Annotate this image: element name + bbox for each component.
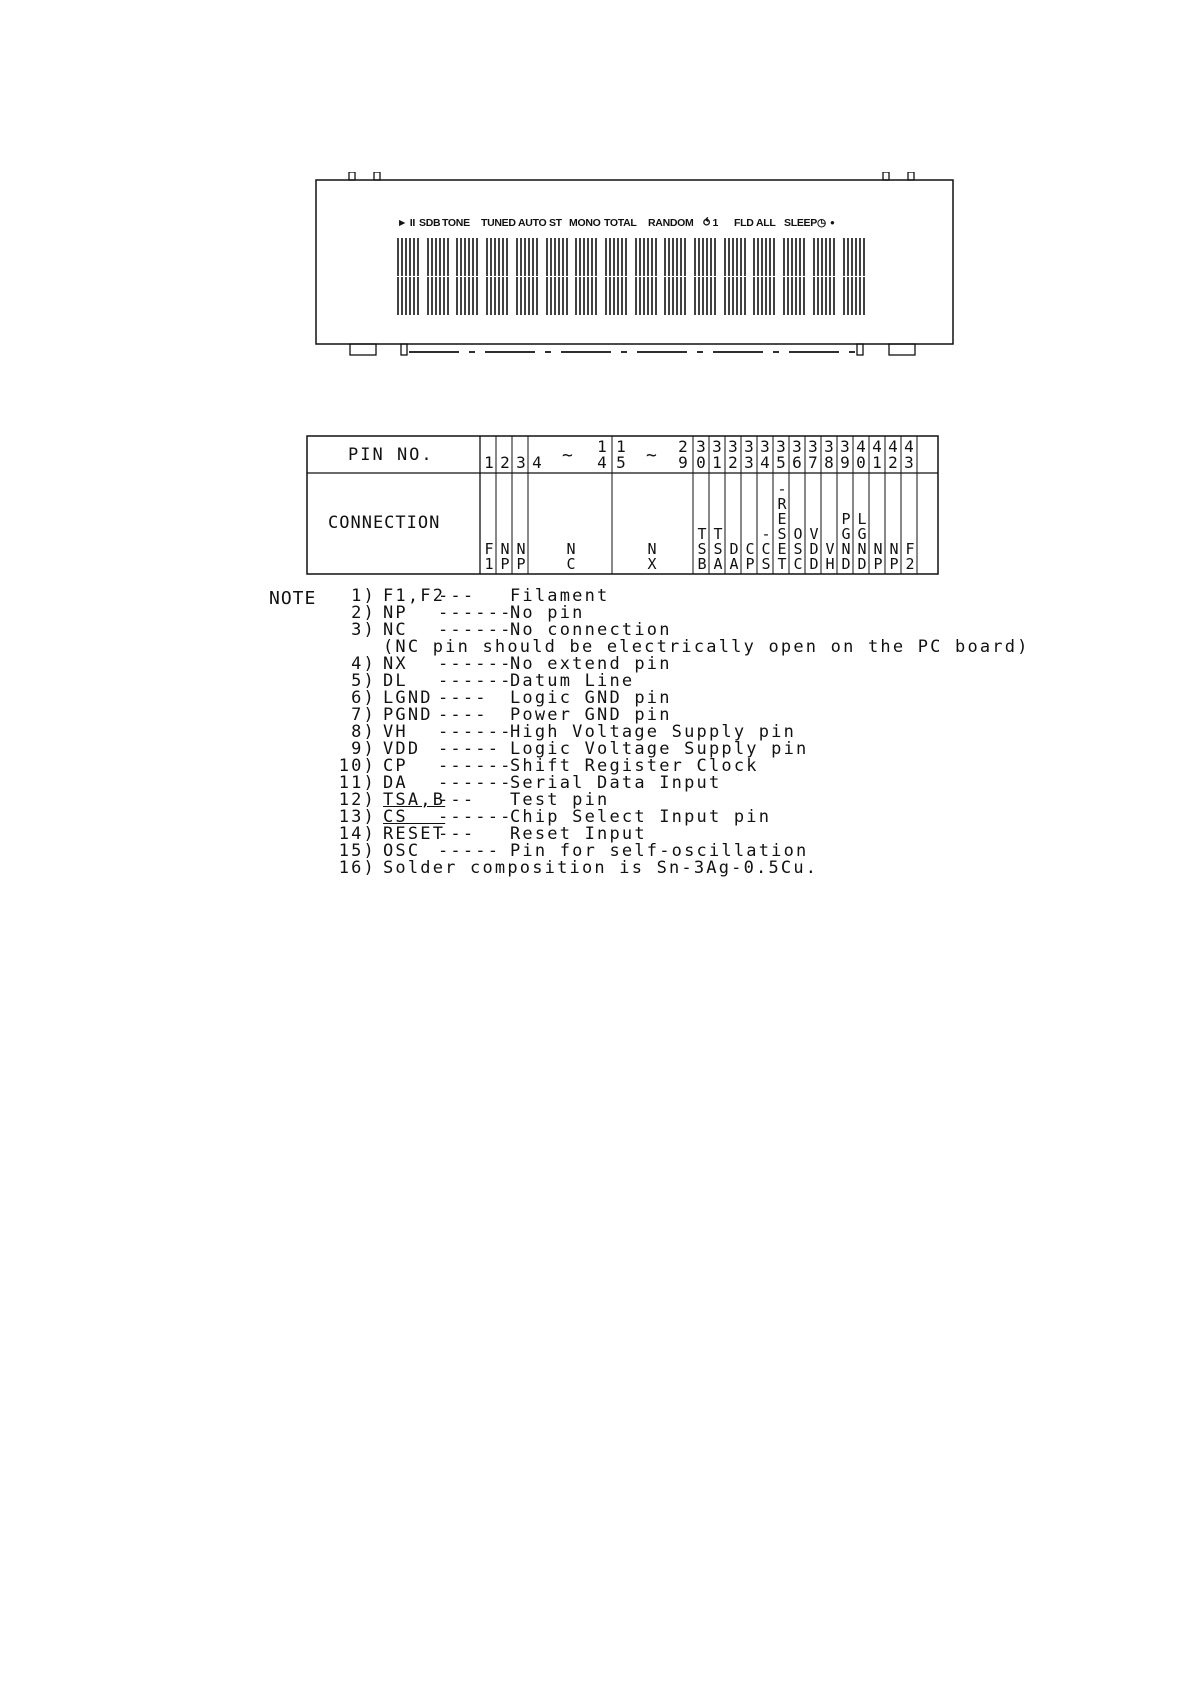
dot-matrix-cell	[546, 238, 568, 276]
play-pause-indicator: ► II	[397, 217, 415, 229]
connection-char: S	[713, 540, 723, 558]
connection-char: C	[566, 555, 576, 573]
tone-indicator: TONE	[442, 217, 470, 229]
note-number: 3)	[351, 620, 376, 640]
connection-cell	[854, 512, 870, 572]
connection-cell	[758, 527, 774, 572]
connection-header: CONNECTION	[328, 513, 441, 533]
connection-cell	[694, 527, 710, 572]
dot-matrix-cell	[843, 238, 865, 276]
dot-matrix-cell	[664, 238, 686, 276]
range-tilde: ~	[646, 445, 657, 466]
dot-matrix-cell	[783, 238, 805, 276]
note-dashes: -----	[438, 841, 501, 861]
dot-matrix-cell	[516, 277, 538, 315]
note-signal: $\overline{CS}$	[383, 807, 408, 827]
note-number: 1)	[351, 586, 376, 606]
note-number: 4)	[351, 654, 376, 674]
note-signal: OSC	[383, 841, 421, 861]
dot-matrix-cell	[694, 238, 716, 276]
note-description: (NC pin should be electrically open on the PC board)	[383, 637, 1030, 657]
dot-matrix-cell	[635, 238, 657, 276]
note-dashes: ---	[438, 824, 476, 844]
connection-cell	[822, 542, 838, 572]
dot-matrix-cell	[575, 238, 597, 276]
connection-char: N	[857, 540, 867, 558]
pin-number: 41	[872, 437, 882, 472]
note-dashes: -----	[438, 739, 501, 759]
vfd-display-drawing	[313, 172, 956, 356]
connection-char: P	[745, 555, 755, 573]
pin-number: 3	[516, 453, 526, 472]
connection-char: E	[777, 510, 787, 528]
pin-number: 32	[728, 437, 738, 472]
note-signal: LGND	[383, 688, 433, 708]
fld-indicator: FLD	[734, 217, 754, 229]
dot-matrix-cell	[813, 277, 835, 315]
connection-char: T	[697, 525, 707, 543]
note-description: Filament	[510, 586, 610, 606]
note-number: 15)	[338, 841, 376, 861]
dot-matrix-cell	[753, 277, 775, 315]
note-signal: F1,F2	[383, 586, 446, 606]
connection-char: 2	[905, 555, 915, 573]
note-description: Logic Voltage Supply pin	[510, 739, 809, 759]
connection-cell	[481, 542, 497, 572]
connection-cell	[513, 542, 529, 572]
note-number: 11)	[338, 773, 376, 793]
note-description: No pin	[510, 603, 585, 623]
dot-matrix-cell	[605, 238, 627, 276]
note-description: High Voltage Supply pin	[510, 722, 797, 742]
connection-char: N	[873, 540, 883, 558]
note-number: 16)	[338, 858, 376, 878]
dot-matrix-cell	[427, 238, 449, 276]
note-signal: NX	[383, 654, 408, 674]
note-description: Datum Line	[510, 671, 635, 691]
connection-char: S	[793, 540, 803, 558]
note-signal: NP	[383, 603, 408, 623]
note-signal: DL	[383, 671, 408, 691]
connection-char: S	[777, 525, 787, 543]
connection-char: P	[500, 555, 510, 573]
connection-char: C	[761, 540, 771, 558]
connection-char: P	[516, 555, 526, 573]
note-signal: TSA,B	[383, 790, 446, 810]
dot-matrix-cell	[546, 277, 568, 315]
dot-matrix-row-2	[397, 277, 867, 315]
dot-icon: ●	[830, 218, 835, 227]
dot-matrix-cell	[605, 277, 627, 315]
pin-number: 30	[696, 437, 706, 472]
connection-char: D	[857, 555, 867, 573]
note-description: Logic GND pin	[510, 688, 672, 708]
note-dashes: ------	[438, 722, 513, 742]
pin-number: 2	[500, 453, 510, 472]
note-description: Power GND pin	[510, 705, 672, 725]
connection-char: F	[484, 540, 494, 558]
pin-connection-table	[306, 435, 939, 575]
pin-number: 40	[856, 437, 866, 472]
repeat-one-indicator: ⥀ 1	[703, 217, 719, 229]
total-indicator: TOTAL	[604, 217, 637, 229]
connection-char: D	[729, 540, 739, 558]
connection-char: P	[889, 555, 899, 573]
connection-char: S	[761, 555, 771, 573]
random-indicator: RANDOM	[648, 217, 694, 229]
connection-char: -	[761, 525, 771, 543]
connection-char: D	[809, 540, 819, 558]
connection-char: B	[697, 555, 707, 573]
connection-cell	[710, 527, 726, 572]
dot-matrix-cell	[724, 277, 746, 315]
note-number: 7)	[351, 705, 376, 725]
connection-char: C	[745, 540, 755, 558]
connection-char: O	[793, 525, 803, 543]
pin-number: 4	[532, 453, 542, 472]
pin-number: 36	[792, 437, 802, 472]
connection-char: D	[841, 555, 851, 573]
note-description: Chip Select Input pin	[510, 807, 772, 827]
pin-number: 14	[597, 437, 607, 472]
all-indicator: ALL	[756, 217, 776, 229]
connection-char: A	[729, 555, 739, 573]
connection-cell	[644, 542, 660, 572]
dot-matrix-cell	[664, 277, 686, 315]
connection-char: V	[825, 540, 835, 558]
note-description: Reset Input	[510, 824, 647, 844]
note-number: 6)	[351, 688, 376, 708]
connection-cell	[886, 542, 902, 572]
connection-char: T	[777, 555, 787, 573]
dot-matrix-cell	[635, 277, 657, 315]
connection-char: N	[889, 540, 899, 558]
connection-char: N	[841, 540, 851, 558]
pin-no-header: PIN NO.	[348, 445, 434, 465]
note-description: No extend pin	[510, 654, 672, 674]
dot-matrix-row-1	[397, 238, 867, 276]
dot-matrix-cell	[397, 277, 419, 315]
note-signal: VH	[383, 722, 408, 742]
note-dashes: ---	[438, 586, 476, 606]
dot-matrix-cell	[456, 238, 478, 276]
connection-char: P	[841, 510, 851, 528]
pin-number: 42	[888, 437, 898, 472]
note-number: 5)	[351, 671, 376, 691]
note-dashes: ------	[438, 654, 513, 674]
pin-number: 15	[616, 437, 626, 472]
dot-matrix-cell	[724, 238, 746, 276]
clock-icon: ◷	[817, 217, 826, 229]
note-number: 14)	[338, 824, 376, 844]
auto-st-indicator: AUTO ST	[518, 217, 562, 229]
connection-char: P	[873, 555, 883, 573]
sdb-indicator: SDB	[419, 217, 441, 229]
note-signal: DA	[383, 773, 408, 793]
connection-cell	[742, 542, 758, 572]
note-description: Shift Register Clock	[510, 756, 759, 776]
note-dashes: ------	[438, 603, 513, 623]
dot-matrix-cell	[486, 277, 508, 315]
dot-matrix-cell	[397, 238, 419, 276]
connection-char: E	[777, 540, 787, 558]
note-number: 12)	[338, 790, 376, 810]
connection-char: G	[857, 525, 867, 543]
range-tilde: ~	[562, 445, 573, 466]
note-number: 2)	[351, 603, 376, 623]
connection-cell	[774, 482, 790, 572]
pin-number: 29	[678, 437, 688, 472]
pin-number: 39	[840, 437, 850, 472]
connection-char: F	[905, 540, 915, 558]
connection-cell	[902, 542, 918, 572]
connection-char: N	[500, 540, 510, 558]
note-heading: NOTE	[269, 588, 317, 609]
note-number: 13)	[338, 807, 376, 827]
connection-char: D	[809, 555, 819, 573]
note-dashes: ----	[438, 688, 488, 708]
note-number: 10)	[338, 756, 376, 776]
connection-char: G	[841, 525, 851, 543]
connection-char: N	[566, 540, 576, 558]
connection-char: X	[647, 555, 657, 573]
dot-matrix-cell	[456, 277, 478, 315]
pin-number: 34	[760, 437, 770, 472]
pin-number: 1	[484, 453, 494, 472]
connection-char: H	[825, 555, 835, 573]
note-signal: PGND	[383, 705, 433, 725]
connection-char: R	[777, 495, 787, 513]
note-description: Serial Data Input	[510, 773, 722, 793]
note-dashes: ------	[438, 756, 513, 776]
dot-matrix-cell	[694, 277, 716, 315]
connection-cell	[870, 542, 886, 572]
dot-matrix-cell	[427, 277, 449, 315]
note-dashes: ------	[438, 620, 513, 640]
dot-matrix-cell	[783, 277, 805, 315]
note-dashes: ----	[438, 705, 488, 725]
note-signal: NC	[383, 620, 408, 640]
connection-char: N	[516, 540, 526, 558]
connection-char: A	[713, 555, 723, 573]
note-dashes: ---	[438, 790, 476, 810]
dot-matrix-cell	[813, 238, 835, 276]
note-signal: VDD	[383, 739, 421, 759]
connection-cell	[806, 527, 822, 572]
note-dashes: ------	[438, 807, 513, 827]
dot-matrix-cell	[843, 277, 865, 315]
connection-cell	[497, 542, 513, 572]
note-dashes: ------	[438, 671, 513, 691]
pin-number: 33	[744, 437, 754, 472]
pin-number: 37	[808, 437, 818, 472]
note-signal: RESET	[383, 824, 446, 844]
mono-indicator: MONO	[569, 217, 601, 229]
sleep-indicator: SLEEP	[784, 217, 817, 229]
connection-char: N	[647, 540, 657, 558]
pin-number: 38	[824, 437, 834, 472]
note-number: 8)	[351, 722, 376, 742]
connection-char: V	[809, 525, 819, 543]
note-signal: CP	[383, 756, 408, 776]
connection-cell	[563, 542, 579, 572]
tuned-indicator: TUNED	[481, 217, 516, 229]
connection-char: C	[793, 555, 803, 573]
dot-matrix-cell	[575, 277, 597, 315]
pin-number: 43	[904, 437, 914, 472]
note-dashes: ------	[438, 773, 513, 793]
pin-number: 31	[712, 437, 722, 472]
connection-char: S	[697, 540, 707, 558]
note-description: Pin for self-oscillation	[510, 841, 809, 861]
note-description: Solder composition is Sn-3Ag-0.5Cu.	[383, 858, 819, 878]
dot-matrix-cell	[753, 238, 775, 276]
connection-char: 1	[484, 555, 494, 573]
connection-char: -	[777, 480, 787, 498]
connection-cell	[790, 527, 806, 572]
note-number: 9)	[351, 739, 376, 759]
connection-cell	[838, 512, 854, 572]
connection-char: T	[713, 525, 723, 543]
connection-char: L	[857, 510, 867, 528]
note-description: No connection	[510, 620, 672, 640]
dot-matrix-cell	[486, 238, 508, 276]
dot-matrix-cell	[516, 238, 538, 276]
note-description: Test pin	[510, 790, 610, 810]
pin-number: 35	[776, 437, 786, 472]
connection-cell	[726, 542, 742, 572]
